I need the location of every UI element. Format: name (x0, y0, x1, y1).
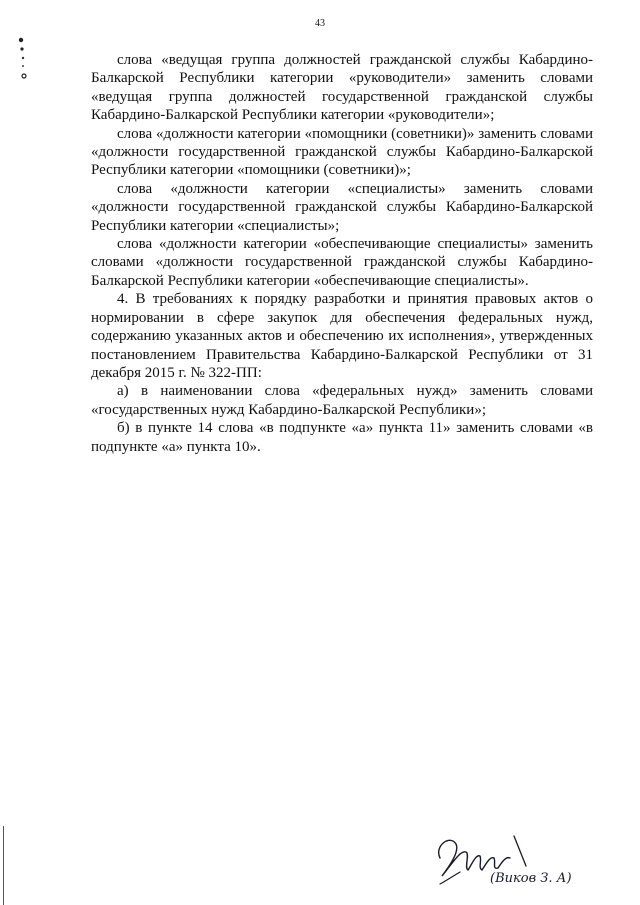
signature-note: (Виков З. А) (490, 871, 572, 886)
scan-edge-line (3, 826, 4, 905)
paragraph: слова «должности категории «помощники (советники)» заменить словами «должности государственной гражданской службы Кабардино-Балкарской Республики категории «помощники (советники)»; (91, 125, 593, 179)
paragraph: слова «должности категории «специалисты» заменить словами «должности государственной гражданской службы Кабардино-Балкарской Республики категории «специалисты»; (91, 180, 593, 234)
paragraph: слова «должности категории «обеспечивающие специалисты» заменить словами «должности государственной гражданской службы Кабардино-Балкарской Республики категории «обеспечивающие специалисты». (91, 236, 593, 289)
paragraph: б) в пункте 14 слова «в подпункте «а» пункта 11» заменить словами «в подпункте «а» пункта 10». (91, 420, 593, 455)
document-body (91, 51, 593, 456)
paragraph: слова «ведущая группа должностей гражданской службы Кабардино-Балкарской Республики категории «руководители» заменить словами «ведущая группа должностей государственной гражданской службы Кабардино-Балкарской Республики категории «руководители»; (91, 52, 593, 124)
paragraph: а) в наименовании слова «федеральных нужд» заменить словами «государственных нужд Кабардино-Балкарской Республики»; (91, 383, 593, 418)
page-number: 43 (315, 18, 325, 29)
binding-hole-marks (16, 36, 28, 82)
paragraph: 4. В требованиях к порядку разработки и принятия правовых актов о нормировании в сфере закупок для обеспечения федеральных нужд, содержанию указанных актов и обеспечению их исполнения», утвержденных постановлением Правительства Кабардино-Балкарской Республики от 31 декабря 2015 г. № 322-ПП: (91, 291, 593, 381)
handwritten-signature (430, 828, 600, 888)
